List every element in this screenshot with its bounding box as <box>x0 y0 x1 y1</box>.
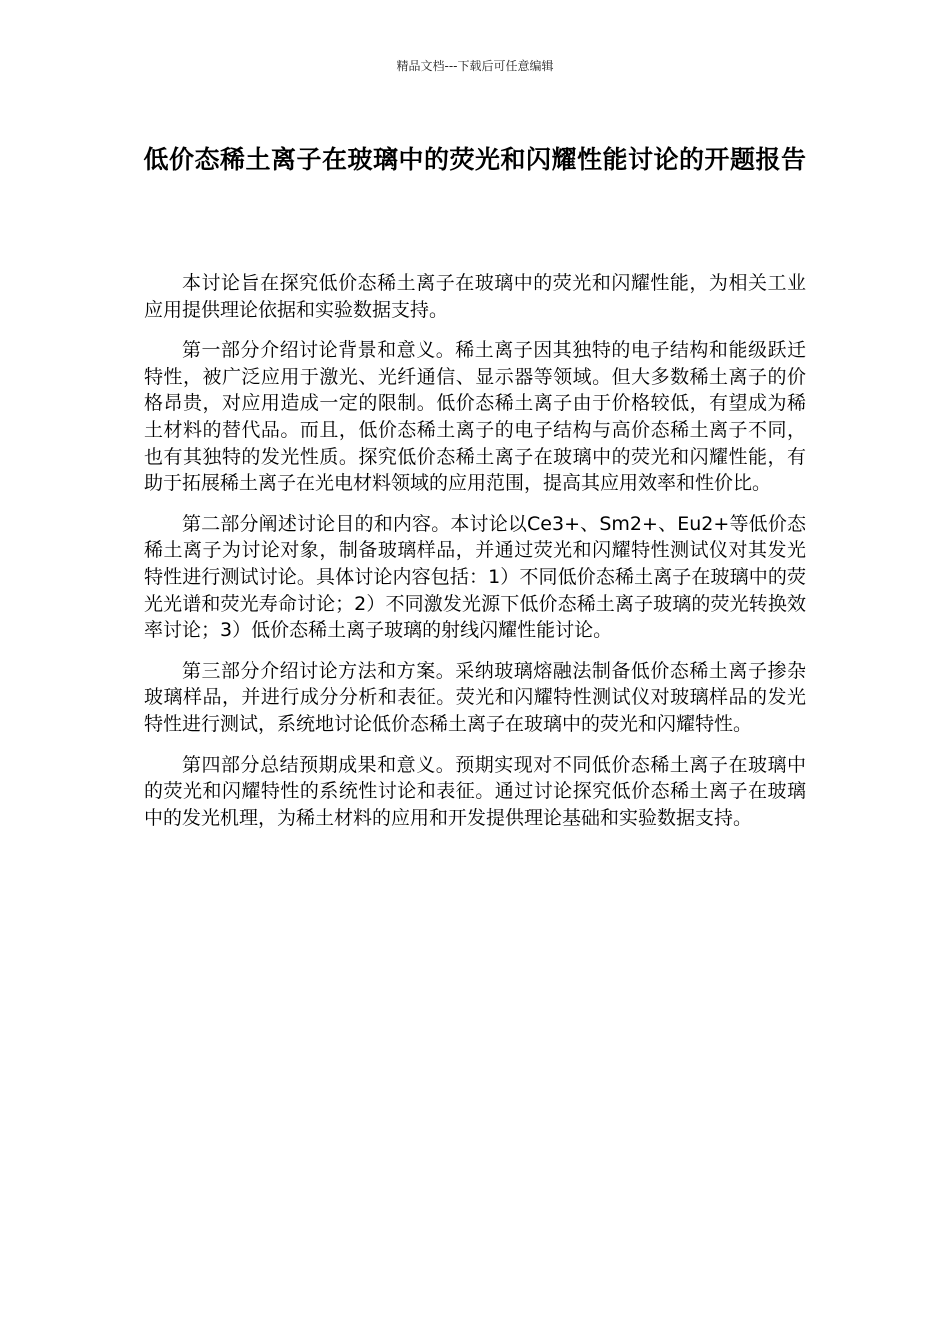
paragraph-part-two: 第二部分阐述讨论目的和内容。本讨论以Ce3+、Sm2+、Eu2+等低价态稀土离子为讨论对象，制备玻璃样品，并通过荧光和闪耀特性测试仪对其发光特性进行测试讨论。具体讨论内容包括：1）不同低价态稀土离子在玻璃中的荧光光谱和荧光寿命讨论；2）不同激发光源下低价态稀土离子玻璃的荧光转换效率讨论；3）低价态稀土离子玻璃的射线闪耀性能讨论。 <box>144 512 806 642</box>
document-body <box>144 270 806 845</box>
header-note: 精品文档---下载后可任意编辑 <box>396 59 554 73</box>
paragraph-part-four: 第四部分总结预期成果和意义。预期实现对不同低价态稀土离子在玻璃中的荧光和闪耀特性的系统性讨论和表征。通过讨论探究低价态稀土离子在玻璃中的发光机理，为稀土材料的应用和开发提供理论基础和实验数据支持。 <box>144 753 806 829</box>
paragraph-intro: 本讨论旨在探究低价态稀土离子在玻璃中的荧光和闪耀性能，为相关工业应用提供理论依据和实验数据支持。 <box>144 272 806 321</box>
paragraph-part-three: 第三部分介绍讨论方法和方案。采纳玻璃熔融法制备低价态稀土离子掺杂玻璃样品，并进行成分分析和表征。荧光和闪耀特性测试仪对玻璃样品的发光特性进行测试，系统地讨论低价态稀土离子在玻璃中的荧光和闪耀特性。 <box>144 659 806 735</box>
document-title: 低价态稀土离子在玻璃中的荧光和闪耀性能讨论的开题报告 <box>143 145 807 174</box>
paragraph-part-one: 第一部分介绍讨论背景和意义。稀土离子因其独特的电子结构和能级跃迁特性，被广泛应用于激光、光纤通信、显示器等领域。但大多数稀土离子的价格昂贵，对应用造成一定的限制。低价态稀土离子由于价格较低，有望成为稀土材料的替代品。而且，低价态稀土离子的电子结构与高价态稀土离子不同，也有其独特的发光性质。探究低价态稀土离子在玻璃中的荧光和闪耀性能，有助于拓展稀土离子在光电材料领域的应用范围，提高其应用效率和性价比。 <box>144 339 806 495</box>
